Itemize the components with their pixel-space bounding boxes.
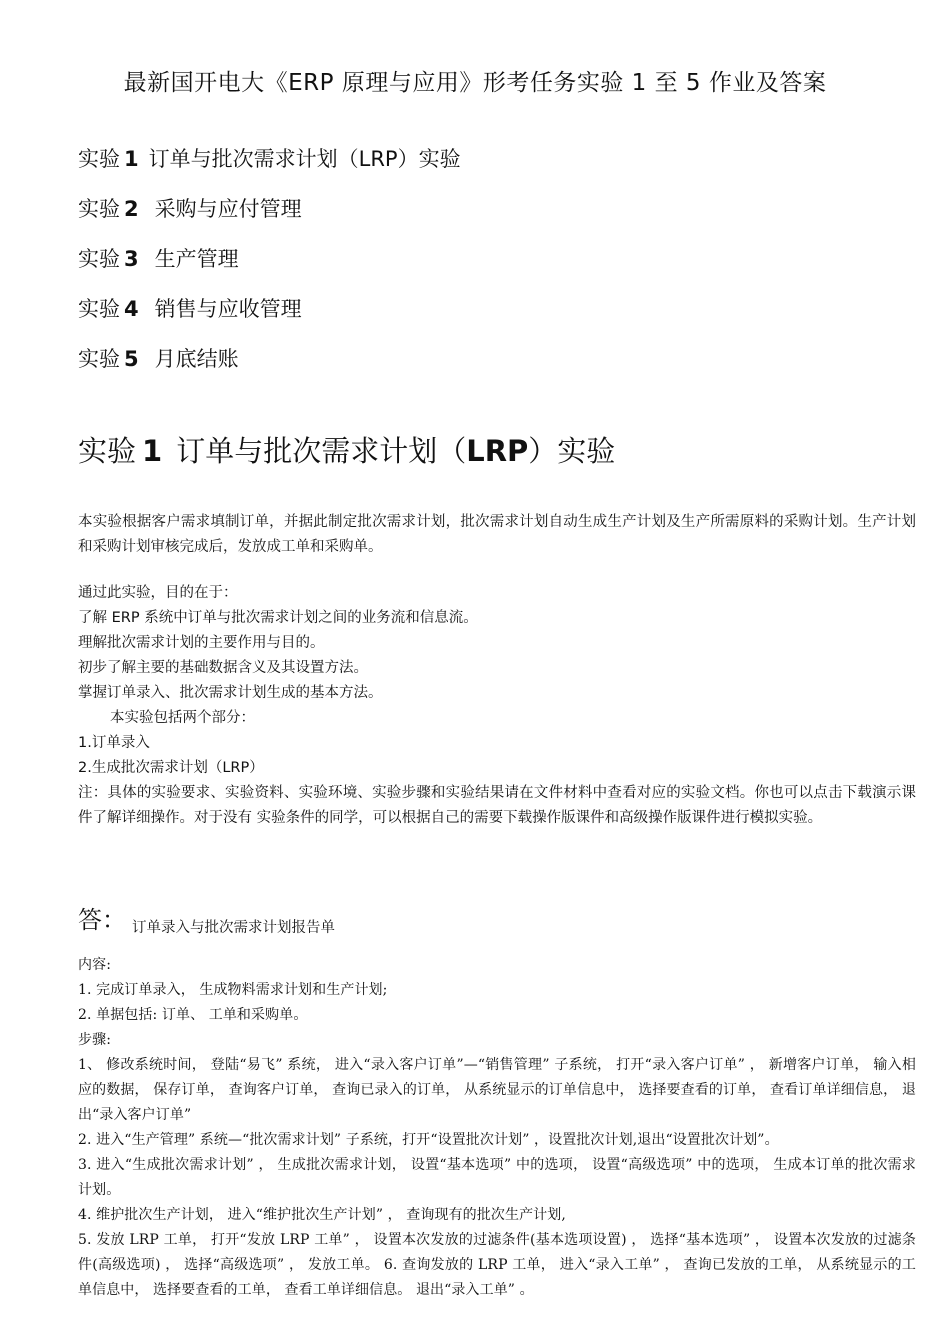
intro-paragraph: 本实验根据客户需求填制订单，并据此制定批次需求计划，批次需求计划自动生成生产计划及生产所需原料的采购计划。生产计划和采购计划审核完成后，发放成工单和采购单。 bbox=[78, 514, 916, 555]
toc-label: 实验 bbox=[78, 147, 120, 171]
toc-item bbox=[78, 140, 461, 190]
toc-title: 订单与批次需求计划（LRP）实验 bbox=[148, 147, 461, 171]
answer-step: 5. 发放 LRP 工单， 打开“发放 LRP 工单” ， 设置本次发放的过滤条件(基本选项设置) ， 选择“基本选项” ， 设置本次发放的过滤条件(高级选项) ， 选择“高级选项” ， 发放工单。 6. 查询发放的 LRP 工单， 进入“录入工单” ， 查询已发放的工单， 从系统显示的工单信息中， 选择要查看的工单， 查看工单详细信息。 退出“录入工单” 。 bbox=[78, 1232, 916, 1298]
answer-label: 答： bbox=[78, 906, 126, 934]
toc-item bbox=[78, 240, 461, 290]
purpose-line: 2.生成批次需求计划（LRP） bbox=[78, 760, 264, 776]
document-title: 最新国开电大《ERP 原理与应用》形考任务实验 1 至 5 作业及答案 bbox=[123, 70, 827, 96]
toc-number: 3 bbox=[124, 247, 139, 271]
table-of-contents bbox=[78, 140, 461, 390]
section-intro bbox=[78, 510, 916, 560]
purpose-line: 理解批次需求计划的主要作用与目的。 bbox=[78, 635, 325, 651]
answer-line: 1. 完成订单录入， 生成物料需求计划和生产计划; bbox=[78, 982, 388, 998]
section-label: 实验 bbox=[78, 434, 137, 468]
toc-label: 实验 bbox=[78, 197, 120, 221]
answer-step: 4. 维护批次生产计划， 进入“维护批次生产计划” ， 查询现有的批次生产计划, bbox=[78, 1207, 566, 1223]
purpose-line: 1.订单录入 bbox=[78, 735, 150, 751]
section-title bbox=[176, 434, 615, 468]
toc-number: 2 bbox=[124, 197, 139, 221]
purpose-note: 注：具体的实验要求、实验资料、实验环境、实验步骤和实验结果请在文件材料中查看对应的实验文档。你也可以点击下载演示课件了解详细操作。对于没有 实验条件的同学，可以根据自己的需要下载操作版课件和高级操作版课件进行模拟实验。 bbox=[78, 785, 916, 826]
toc-item bbox=[78, 290, 461, 340]
toc-item bbox=[78, 340, 461, 390]
answer-step: 1、 修改系统时间， 登陆“易飞” 系统， 进入“录入客户订单”—“销售管理” 子系统， 打开“录入客户订单” ， 新增客户订单， 输入相应的数据， 保存订单， 查询客户订单， 查询已录入的订单， 从系统显示的订单信息中， 选择要查看的订单， 查看订单详细信息， 退出“录入客户订单” bbox=[78, 1057, 916, 1123]
toc-number: 4 bbox=[124, 297, 139, 321]
toc-title: 采购与应付管理 bbox=[154, 197, 302, 221]
toc-title: 销售与应收管理 bbox=[154, 297, 302, 321]
toc-label: 实验 bbox=[78, 297, 120, 321]
purpose-block bbox=[78, 581, 916, 831]
toc-number: 1 bbox=[124, 147, 139, 171]
answer-step: 2. 进入“生产管理” 系统—“批次需求计划” 子系统，打开“设置批次计划” ，设置批次计划,退出“设置批次计划”。 bbox=[78, 1132, 779, 1148]
toc-title: 生产管理 bbox=[154, 247, 239, 271]
purpose-line: 掌握订单录入、批次需求计划生成的基本方法。 bbox=[78, 685, 383, 701]
answer-step: 3. 进入“生成批次需求计划” ， 生成批次需求计划， 设置“基本选项” 中的选项， 设置“高级选项” 中的选项， 生成本订单的批次需求计划。 bbox=[78, 1157, 916, 1198]
purpose-line: 通过此实验，目的在于： bbox=[78, 585, 238, 601]
section-title-acronym: LRP bbox=[466, 434, 529, 468]
section-title-part: 订单与批次需求计划（ bbox=[176, 434, 467, 468]
toc-number: 5 bbox=[124, 347, 139, 371]
answer-subtitle: 订单录入与批次需求计划报告单 bbox=[132, 920, 335, 936]
section-heading bbox=[78, 428, 615, 474]
section-number: 1 bbox=[142, 434, 163, 468]
answer-heading bbox=[78, 902, 335, 938]
answer-body bbox=[78, 953, 916, 1303]
answer-line: 2. 单据包括: 订单、 工单和采购单。 bbox=[78, 1007, 308, 1023]
answer-line: 步骤: bbox=[78, 1032, 112, 1048]
answer-line: 内容: bbox=[78, 957, 112, 973]
section-title-part: ）实验 bbox=[528, 434, 616, 468]
purpose-line: 初步了解主要的基础数据含义及其设置方法。 bbox=[78, 660, 368, 676]
toc-label: 实验 bbox=[78, 347, 120, 371]
purpose-line: 了解 ERP 系统中订单与批次需求计划之间的业务流和信息流。 bbox=[78, 610, 478, 626]
toc-label: 实验 bbox=[78, 247, 120, 271]
purpose-line: 本实验包括两个部分： bbox=[110, 710, 255, 726]
toc-title: 月底结账 bbox=[154, 347, 239, 371]
toc-item bbox=[78, 190, 461, 240]
